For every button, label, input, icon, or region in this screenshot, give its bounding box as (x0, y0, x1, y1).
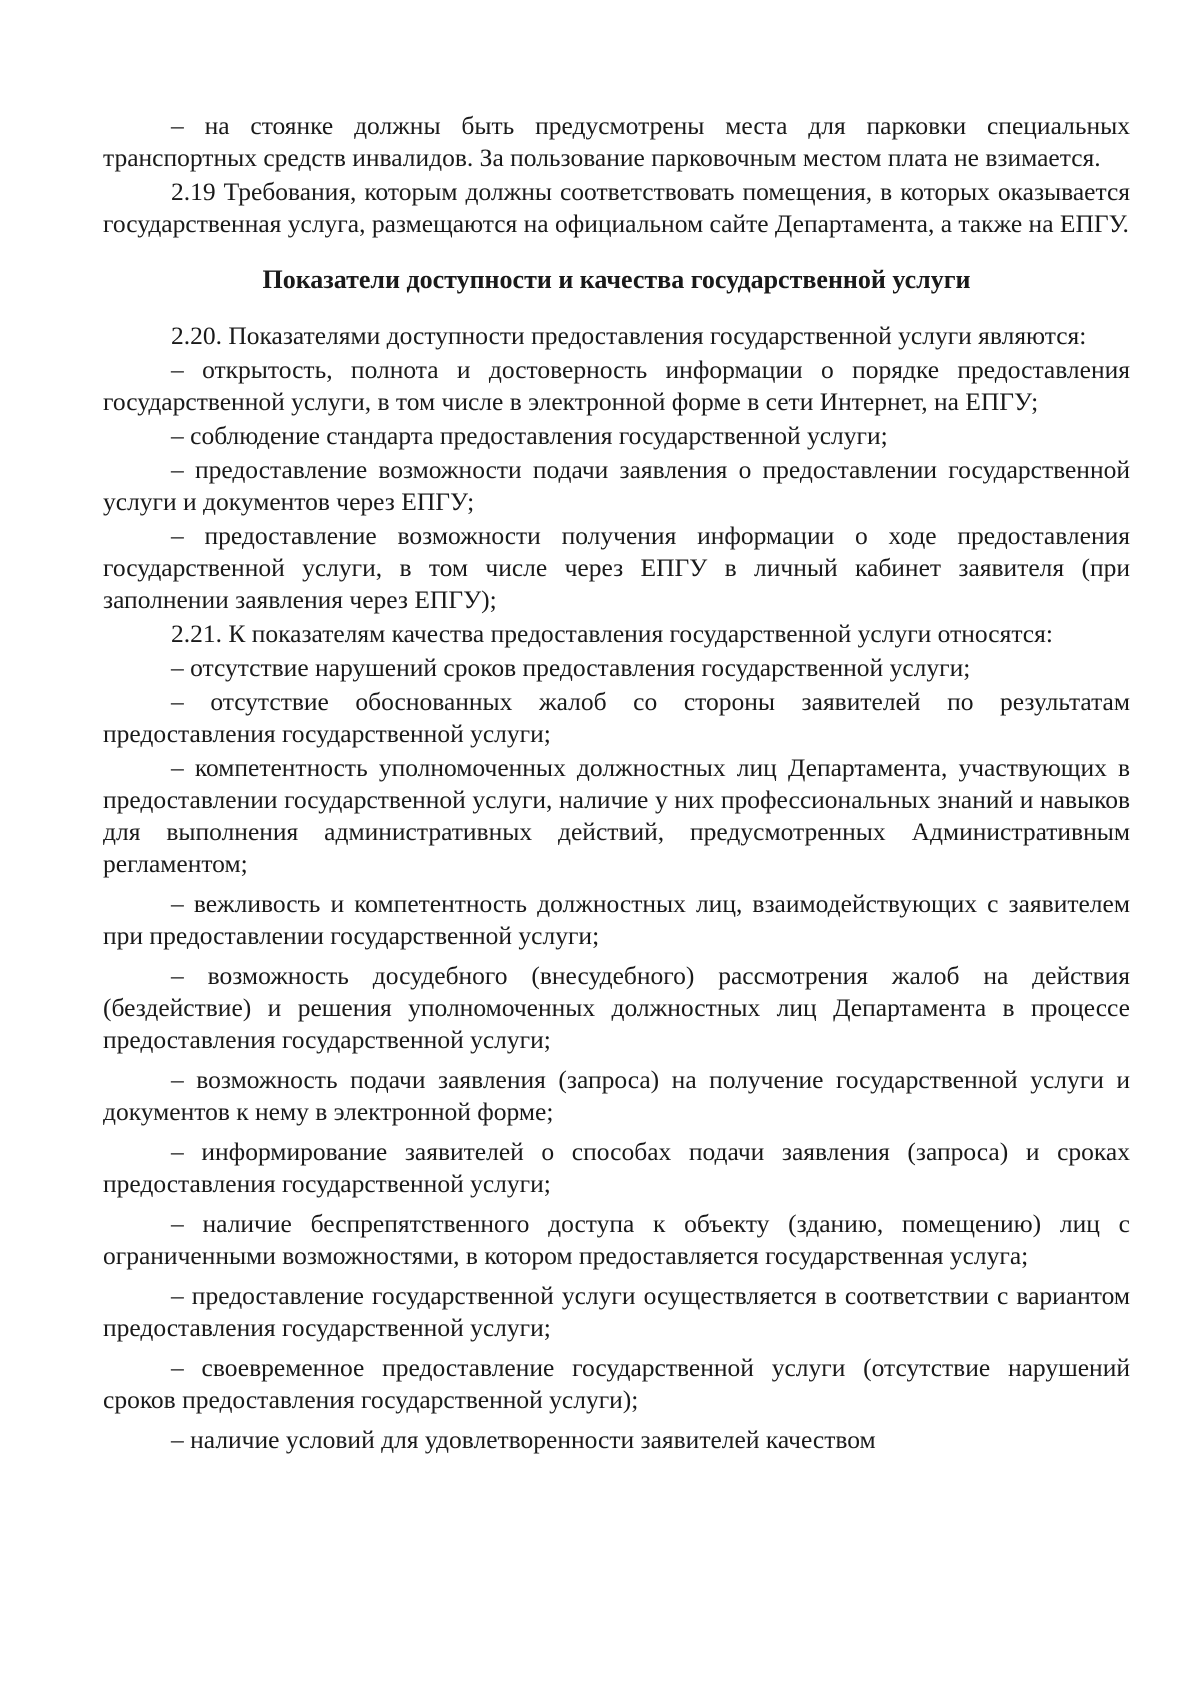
list-item-politeness: – вежливость и компетентность должностных лиц, взаимодействующих с заявителем при предоставлении государственной услуги; (103, 889, 1130, 950)
document-body (103, 110, 1130, 1456)
list-item-progress-info: – предоставление возможности получения информации о ходе предоставления государственной услуги, в том числе через ЕПГУ в личный кабинет заявителя (при заполнении заявления через ЕПГУ); (103, 521, 1130, 614)
paragraph-2-21: 2.21. К показателям качества предоставления государственной услуги относятся: (171, 619, 1053, 648)
paragraph-2-20: 2.20. Показателями доступности предоставления государственной услуги являются: (171, 321, 1087, 350)
section-heading: Показатели доступности и качества государственной услуги (262, 265, 971, 294)
list-item-electronic-submission: – возможность подачи заявления (запроса) на получение государственной услуги и документов к нему в электронной форме; (103, 1065, 1130, 1126)
list-item-competence: – компетентность уполномоченных должностных лиц Департамента, участвующих в предоставлении государственной услуги, наличие у них профессиональных знаний и навыков для выполнения административных действий, предусмотренных Административным регламентом; (103, 753, 1130, 878)
list-item-satisfaction: – наличие условий для удовлетворенности заявителей качеством (171, 1425, 876, 1454)
paragraph-2-19: 2.19 Требования, которым должны соответствовать помещения, в которых оказывается государственная услуга, размещаются на официальном сайте Департамента, а также на ЕПГУ. (103, 177, 1130, 238)
list-item-openness: – открытость, полнота и достоверность информации о порядке предоставления государственной услуги, в том числе в электронной форме в сети Интернет, на ЕПГУ; (103, 355, 1130, 416)
list-item-variant: – предоставление государственной услуги осуществляется в соответствии с вариантом предоставления государственной услуги; (103, 1281, 1130, 1342)
list-item-pretrial-review: – возможность досудебного (внесудебного) рассмотрения жалоб на действия (бездействие) и решения уполномоченных должностных лиц Департамента в процессе предоставления государственной услуги; (103, 961, 1130, 1054)
list-item-standard: – соблюдение стандарта предоставления государственной услуги; (171, 421, 888, 450)
list-item-submission: – предоставление возможности подачи заявления о предоставлении государственной услуги и документов через ЕПГУ; (103, 455, 1130, 516)
paragraph-parking-places: – на стоянке должны быть предусмотрены места для парковки специальных транспортных средств инвалидов. За пользование парковочным местом плата не взимается. (103, 111, 1130, 172)
list-item-no-complaints: – отсутствие обоснованных жалоб со стороны заявителей по результатам предоставления государственной услуги; (103, 687, 1130, 748)
list-item-accessibility: – наличие беспрепятственного доступа к объекту (зданию, помещению) лиц с ограниченными возможностями, в котором предоставляется государственная услуга; (103, 1209, 1130, 1270)
list-item-informing: – информирование заявителей о способах подачи заявления (запроса) и сроках предоставления государственной услуги; (103, 1137, 1130, 1198)
list-item-timely: – своевременное предоставление государственной услуги (отсутствие нарушений сроков предоставления государственной услуги); (103, 1353, 1130, 1414)
list-item-no-violations: – отсутствие нарушений сроков предоставления государственной услуги; (171, 653, 971, 682)
